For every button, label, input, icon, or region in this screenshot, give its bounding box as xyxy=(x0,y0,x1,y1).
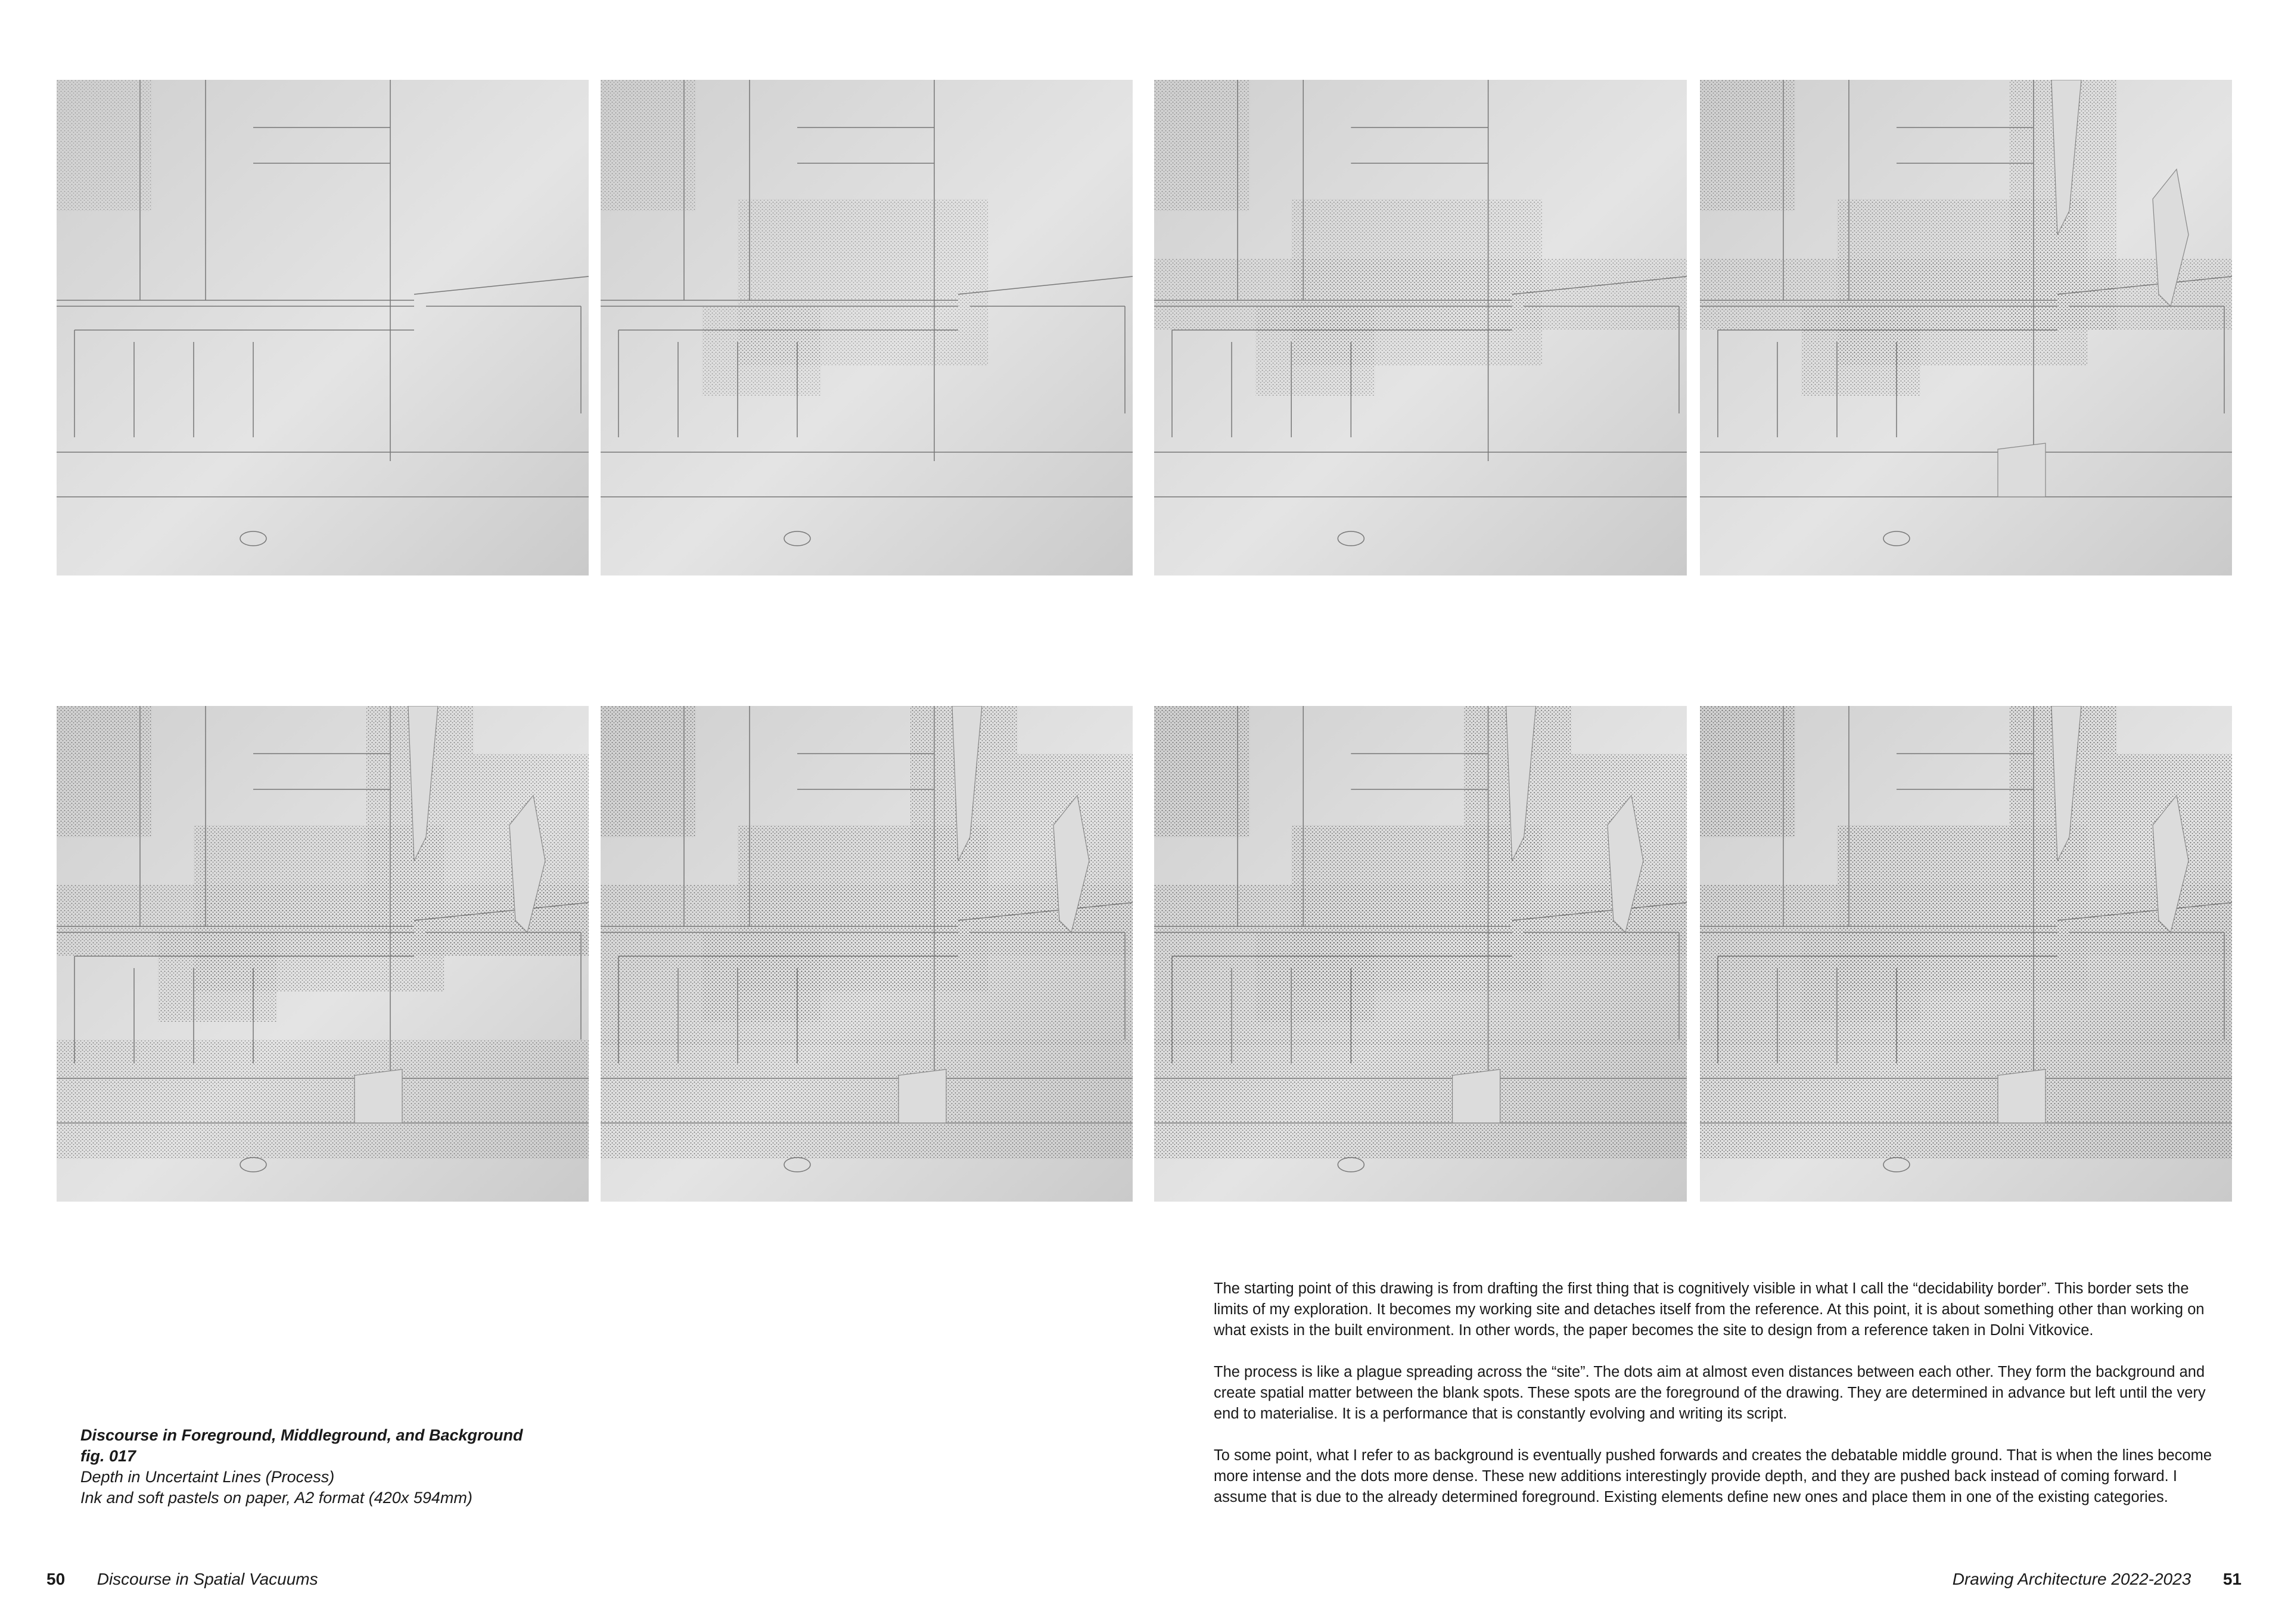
body-paragraph-1: The starting point of this drawing is from drafting the first thing that is cognitively visible in what I call the “decidability border”. This border sets the limits of my exploration. It becomes my working site and detaches itself from the reference. At this point, it is about something other than working on what exists in the built environment. In other words, the paper becomes the site to design from a reference taken in Dolni Vitkovice. xyxy=(1214,1280,2205,1339)
footer-right xyxy=(1953,1569,2242,1590)
body-text xyxy=(1214,1278,2215,1529)
caption-title: Discourse in Foreground, Middleground, and Background xyxy=(80,1426,523,1444)
process-drawing-5 xyxy=(57,706,589,1202)
process-drawing-7 xyxy=(1154,706,1687,1202)
process-drawing-8 xyxy=(1700,706,2232,1202)
footer-left xyxy=(46,1569,318,1590)
body-paragraph-2: The process is like a plague spreading across the “site”. The dots aim at almost even distances between each other. They form the background and create spatial matter between the blank spots. These spots are the foreground of the drawing. They are determined in advance but left until the very end to materialise. It is a performance that is constantly evolving and writing its script. xyxy=(1214,1364,2206,1422)
caption-subtitle: Depth in Uncertaint Lines (Process) xyxy=(80,1468,335,1486)
process-drawing-1 xyxy=(57,80,589,575)
process-drawing-3 xyxy=(1154,80,1687,575)
caption-medium: Ink and soft pastels on paper, A2 format (420x 594mm) xyxy=(80,1489,472,1507)
footer-left-title: Discourse in Spatial Vacuums xyxy=(97,1570,318,1588)
caption-fig-number: fig. 017 xyxy=(80,1447,136,1465)
page-number-right: 51 xyxy=(2222,1570,2242,1588)
process-drawing-6 xyxy=(601,706,1133,1202)
page-number-left: 50 xyxy=(46,1570,66,1588)
footer-right-title: Drawing Architecture 2022-2023 xyxy=(1952,1570,2191,1588)
figure-caption xyxy=(80,1425,617,1508)
process-drawing-2 xyxy=(601,80,1133,575)
body-paragraph-3: To some point, what I refer to as background is eventually pushed forwards and creates the debatable middle ground. That is when the lines become more intense and the dots more dense. These new additions interestingly provide depth, and they are pushed back instead of coming forward. I assume that is due to the already determined foreground. Existing elements define new ones and place them in one of the existing categories. xyxy=(1214,1447,2212,1505)
process-drawing-4 xyxy=(1700,80,2232,575)
